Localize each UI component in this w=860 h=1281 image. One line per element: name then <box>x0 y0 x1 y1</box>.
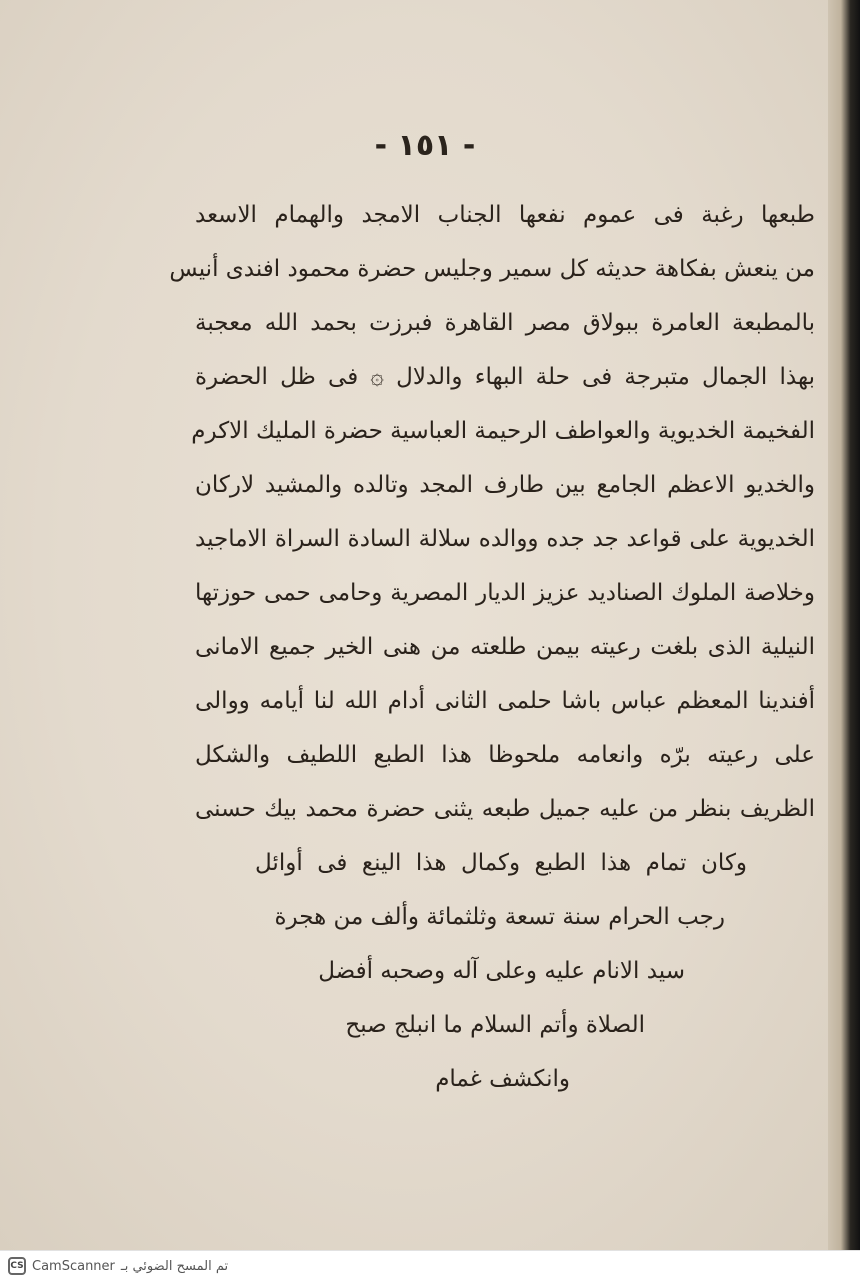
text-line: النيلية الذى بلغت رعيته بيمن طلعته من هنى الخير جميع الامانى <box>195 634 815 660</box>
text-line: الفخيمة الخديوية والعواطف الرحيمة العباسية حضرة المليك الاكرم <box>191 418 815 444</box>
text-line: من ينعش بفكاهة حديثه كل سمير وجليس حضرة محمود افندى أنيس <box>169 256 815 282</box>
scanner-caption: تم المسح الضوئي بـ <box>120 1258 229 1274</box>
text-line: رجب الحرام سنة تسعة وثلثمائة وألف من هجرة <box>274 904 725 930</box>
text-line: طبعها رغبة فى عموم نفعها الجناب الامجد والهمام الاسعد <box>195 202 815 228</box>
scanner-watermark-bar <box>0 1250 860 1281</box>
text-line: وخلاصة الملوك الصناديد عزيز الديار المصرية وحامى حمى حوزتها <box>195 580 815 606</box>
text-line: وانكشف غمام <box>435 1066 570 1092</box>
text-line: أفندينا المعظم عباس باشا حلمى الثانى أدام الله لنا أيامه ووالى <box>195 688 815 714</box>
text-line: الظريف بنظر من عليه جميل طبعه يثنى حضرة محمد بيك حسنى <box>195 796 815 822</box>
page-number: - ١٥١ - <box>374 128 476 163</box>
text-line: الخديوية على قواعد جد جده ووالده سلالة السادة السراة الاماجيد <box>195 526 815 552</box>
text-line: بهذا الجمال متبرجة فى حلة البهاء والدلال ۞ فى ظل الحضرة <box>195 364 815 390</box>
camscanner-logo-icon: CS <box>8 1257 26 1275</box>
text-line: على رعيته برّه وانعامه ملحوظا هذا الطبع اللطيف والشكل <box>195 742 815 768</box>
text-line: سيد الانام عليه وعلى آله وصحبه أفضل <box>318 958 685 984</box>
colophon-text <box>169 188 815 1106</box>
text-line: وكان تمام هذا الطبع وكمال هذا الينع فى أوائل <box>255 850 747 876</box>
text-line: بالمطبعة العامرة ببولاق مصر القاهرة فبرزت بحمد الله معجبة <box>195 310 815 336</box>
text-line: الصلاة وأتم السلام ما انبلج صبح <box>345 1012 645 1038</box>
scanner-app-name: CamScanner <box>32 1258 115 1274</box>
text-line: والخديو الاعظم الجامع بين طارف المجد وتالده والمشيد لاركان <box>195 472 815 498</box>
book-spine-edge <box>828 0 860 1250</box>
